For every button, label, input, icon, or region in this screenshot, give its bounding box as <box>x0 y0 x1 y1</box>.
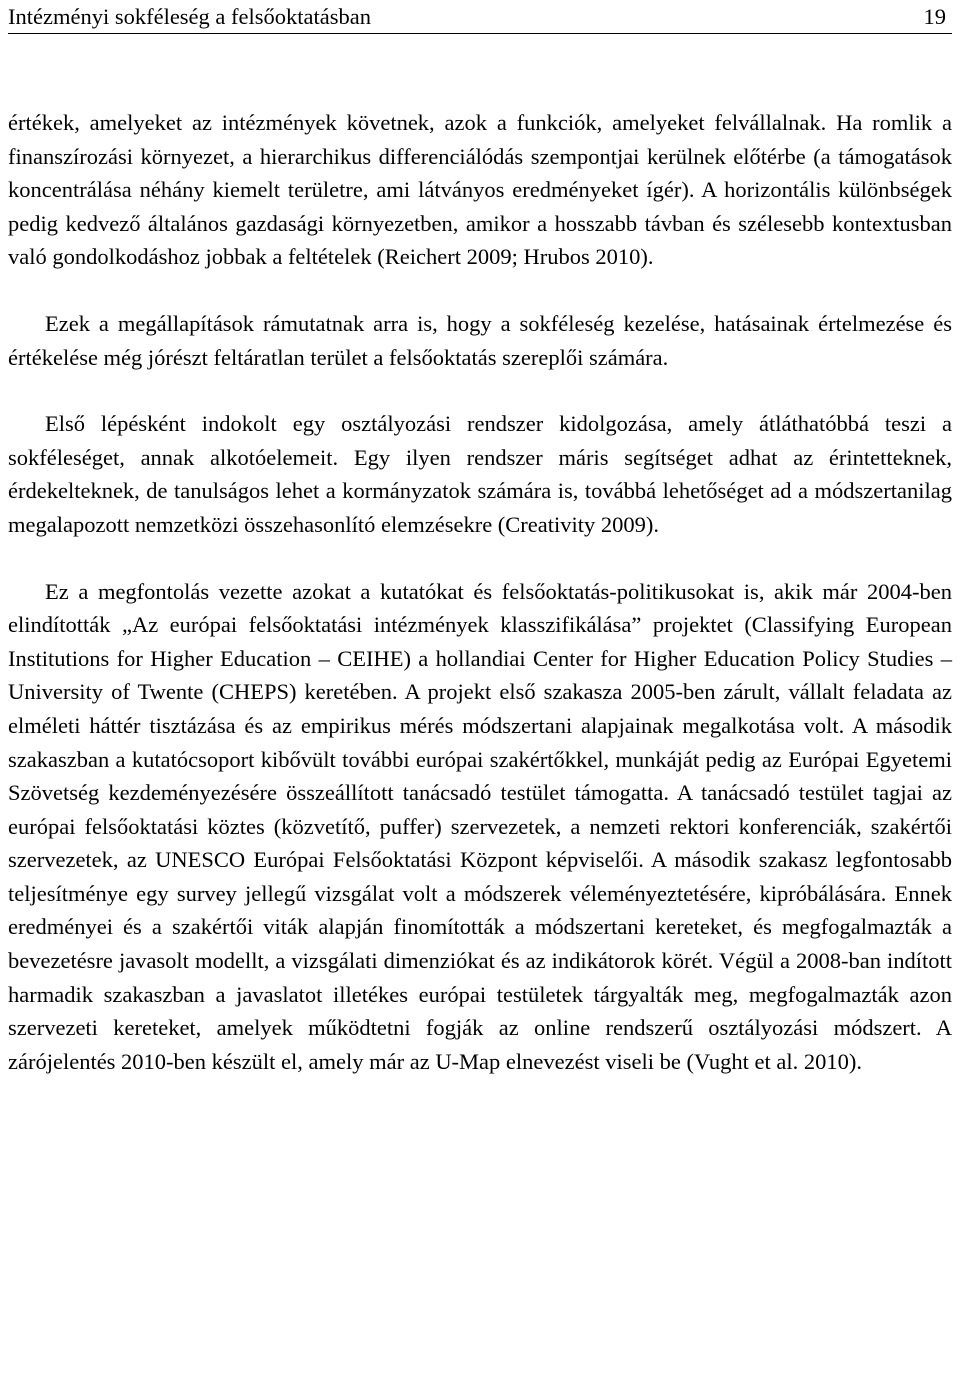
paragraph-1: értékek, amelyeket az intézmények követnek, azok a funkciók, amelyeket felvállalnak. Ha romlik a finanszírozási környezet, a hierarchikus differenciálódás szempontjai kerülnek előtérbe (a támogatások koncentrálása néhány kiemelt területre, ami látványos eredményeket ígér). A horizontális különbségek pedig kedvező általános gazdasági környezetben, amikor a hosszabb távban és szélesebb kontextusban való gondolkodáshoz jobbak a feltételek (Reichert 2009; Hrubos 2010). <box>8 110 952 270</box>
body-text <box>8 106 952 1078</box>
paragraph-3: Első lépésként indokolt egy osztályozási rendszer kidolgozása, amely átláthatóbbá teszi a sokféleséget, annak alkotóelemeit. Egy ilyen rendszer máris segítséget adhat az érintetteknek, érdekelteknek, de tanulságos lehet a kormányzatok számára is, továbbá lehetőséget ad a módszertanilag megalapozott nemzetközi összehasonlító elemzésekre (Creativity 2009). <box>8 411 952 537</box>
paragraph-2: Ezek a megállapítások rámutatnak arra is, hogy a sokféleség kezelése, hatásainak értelmezése és értékelése még jórészt feltáratlan terület a felsőoktatás szereplői számára. <box>8 310 952 370</box>
paragraph-4: Ez a megfontolás vezette azokat a kutatókat és felsőoktatás-politikusokat is, akik már 2004-ben elindították „Az európai felsőoktatási intézmények klasszifikálása” projektet (Classifying European Institutions for Higher Education – CEIHE) a hollandiai Center for Higher Education Policy Studies – University of Twente (CHEPS) keretében. A projekt első szakasza 2005-ben zárult, vállalt feladata az elméleti háttér tisztázása és az empirikus mérés módszertani alapjainak megalkotása volt. A második szakaszban a kutatócsoport kibővült további európai szakértőkkel, munkáját pedig az Európai Egyetemi Szövetség kezdeményezésére összeállított tanácsadó testület támogatta. A tanácsadó testület tagjai az európai felsőoktatási köztes (közvetítő, puffer) szervezetek, a nemzeti rektori konferenciák, szakértői szervezetek, az UNESCO Európai Felsőoktatási Központ képviselői. A második szakasz legfontosabb teljesítménye egy survey jellegű vizsgálat volt a módszerek véleményeztetésére, kipróbálására. Ennek eredményei és a szakértői viták alapján finomították a módszertani kereteket, és megfogalmazták a bevezetésre javasolt modellt, a vizsgálati dimenziókat és az indikátorok körét. Végül a 2008-ban indított harmadik szakaszban a javaslatot illetékes európai testületek tárgyalták meg, megfogalmazták azon szervezeti kereteket, amelyek működtetni fogják az online rendszerű osztályozási módszert. A zárójelentés 2010-ben készült el, amely már az U-Map elnevezést viseli be (Vught et al. 2010). <box>8 578 952 1074</box>
running-header <box>8 0 952 34</box>
header-title: Intézményi sokféleség a felsőoktatásban <box>8 4 371 29</box>
page-number: 19 <box>923 4 946 29</box>
